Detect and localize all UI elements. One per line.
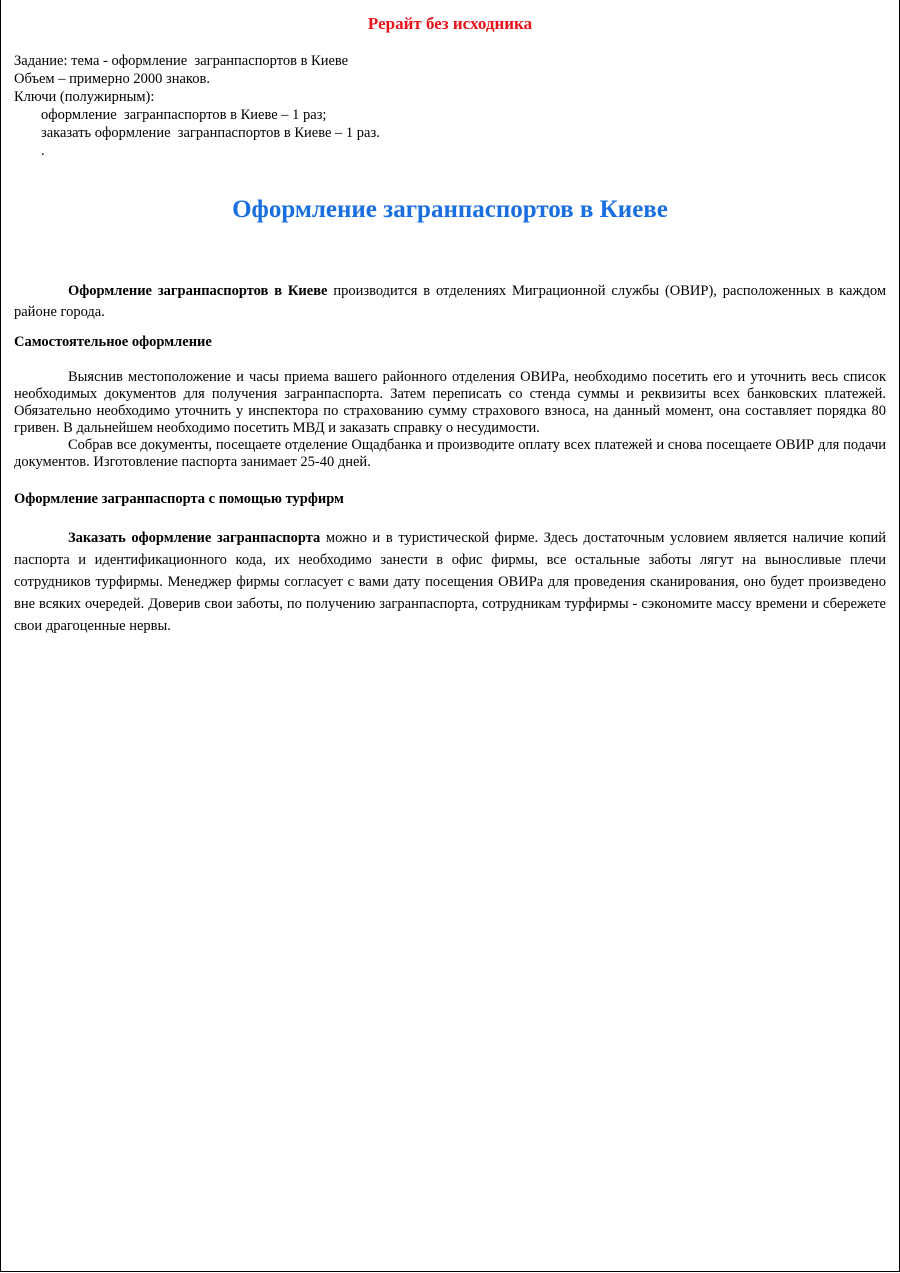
volume-line: Объем – примерно 2000 знаков.	[14, 71, 210, 87]
section-heading-self: Самостоятельное оформление	[14, 334, 212, 350]
trailing-dot: .	[41, 143, 45, 159]
section-heading-agency: Оформление загранпаспорта с помощью турфирм	[14, 491, 344, 507]
intro-paragraph	[14, 281, 886, 323]
task-line: Задание: тема - оформление загранпаспортов в Киеве	[14, 53, 349, 69]
intro-bold-key: Оформление загранпаспортов в Киеве	[68, 283, 328, 299]
header-title: Рерайт без исходника	[367, 14, 533, 33]
task-block	[14, 52, 380, 160]
agency-bold-key: Заказать оформление загранпаспорта	[68, 530, 321, 546]
keys-label: Ключи (полужирным):	[14, 89, 155, 105]
key-item: заказать оформление загранпаспортов в Киеве – 1 раз.	[41, 125, 380, 141]
key-item: оформление загранпаспортов в Киеве – 1 раз;	[41, 107, 327, 123]
intro-text: производится в отделениях Миграционной службы (ОВИР), расположенных в каждом районе города.	[14, 283, 886, 320]
section-self-paragraph-1: Выяснив местоположение и часы приема вашего районного отделения ОВИРа, необходимо посетить его и уточнить весь список необходимых документов для получения загранпаспорта. Затем переписать со стенда суммы и реквизиты всех банковских платежей. Обязательно необходимо уточнить у инспектора по страхованию сумму страхового взноса, на данный момент, она составляет порядка 80 гривен. В дальнейшем необходимо посетить МВД и заказать справку о несудимости.	[14, 369, 886, 436]
article-title: Оформление загранпаспортов в Киеве	[232, 196, 668, 223]
section-self-paragraph-2: Собрав все документы, посещаете отделение Ощадбанка и производите оплату всех платежей и снова посещаете ОВИР для подачи документов. Изготовление паспорта занимает 25-40 дней.	[14, 437, 886, 470]
section-self-body	[14, 369, 886, 471]
section-agency-body	[14, 527, 886, 637]
agency-text: можно и в туристической фирме. Здесь достаточным условием является наличие копий паспорта и идентификационного кода, их необходимо занести в офис фирмы, все остальные заботы лягут на выносливые плечи сотрудников турфирмы. Менеджер фирмы согласует с вами дату посещения ОВИРа для проведения сканирования, оно будет произведено вне всяких очередей. Доверив свои заботы, по получению загранпаспорта, сотрудникам турфирмы - сэкономите массу времени и сбережете свои драгоценные нервы.	[14, 530, 886, 634]
